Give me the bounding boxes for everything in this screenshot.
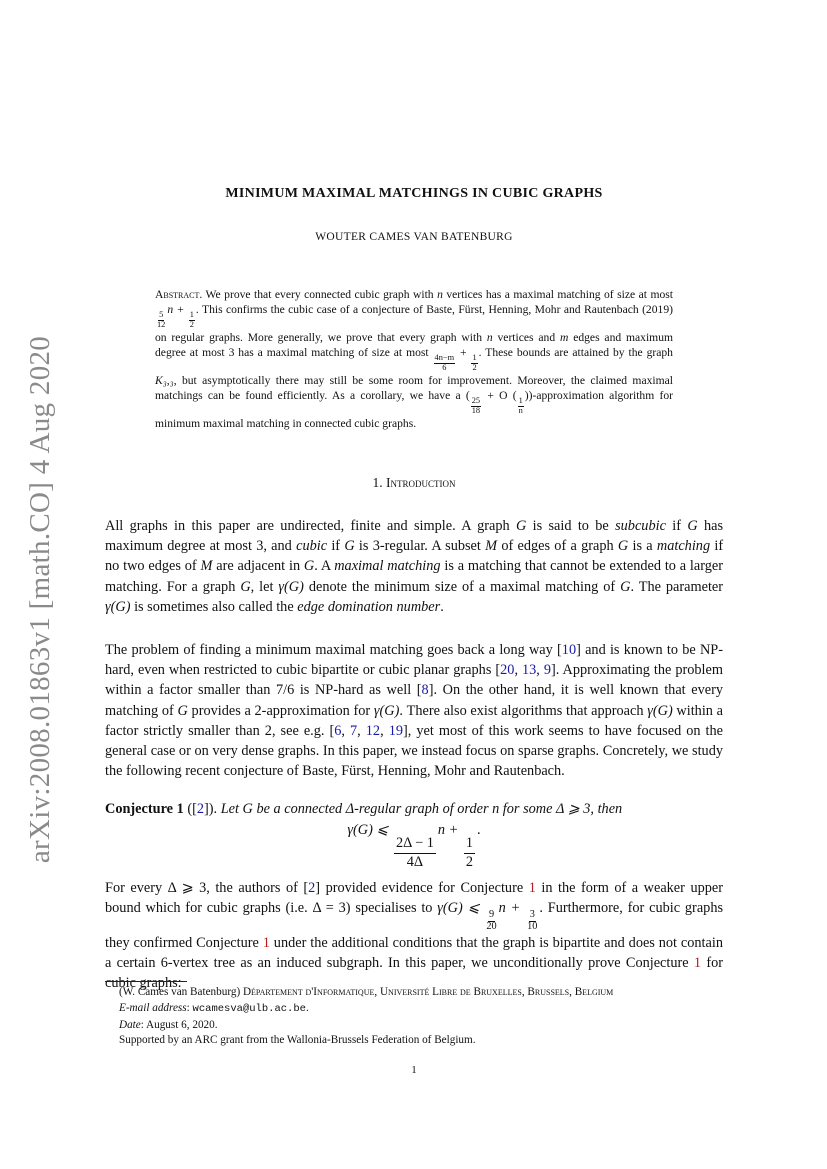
citation-link[interactable]: 6 [334, 722, 342, 739]
fraction: $\frac{3}{10}$ [527, 909, 538, 933]
page-number: 1 [411, 1064, 417, 1076]
citation-link[interactable]: 12 [365, 722, 381, 739]
fraction: $\frac{1}{n}$ [518, 396, 523, 415]
footnotes [105, 985, 723, 1049]
abstract: Abstract. We prove that every connected cubic graph with n vertices has a maximal matching of size at most $\frac{5}{12}$ n + $\frac{1}{2}$ . This confirms the cubic case of a conjecture of Baste, Fürst, Henning, Mohr and Rautenbach (2019) on regular graphs. More generally, we prove that every graph with n vertices and m edges and maximum degree at most 3 has a maximal matching of size at most $\frac{4n-m}{6}$ + $\frac{1}{2}$ . These bounds are attained by the graph K₃,₃, but asymptotically there may still be some room for improvement. Moreover, the claimed maximal matchings can be found efficiently. As a corollary, we have a ( $\frac{25}{18}$ + O ( $\frac{1}{n}$ ))-approximation algorithm for minimum maximal matching in connected cubic graphs. [155, 288, 674, 430]
fraction: $\frac{5}{12}$ [157, 310, 166, 330]
abstract-label: Abstract. [155, 288, 203, 301]
citation-link[interactable]: 2 [308, 880, 316, 896]
fraction: $\frac{1}{2}$ [465, 834, 474, 870]
fraction: $\frac{9}{20}$ [486, 909, 497, 933]
conjecture-statement: Conjecture 1 ([2]). Let G be a connected Δ-regular graph of order n for some Δ ⩾ 3, then [105, 801, 623, 817]
arxiv-stamp-text: arXiv:2008.01863v1 [math.CO] 4 Aug 2020 [24, 335, 57, 863]
fraction: $\frac{1}{2}$ [472, 353, 477, 373]
footnote-email: E-mail address: wcamesva@ulb.ac.be. [119, 1001, 309, 1015]
conjecture-link[interactable]: 1 [693, 955, 702, 972]
arxiv-identifier-stamp [18, 335, 64, 863]
citation-link[interactable]: 20 [500, 662, 515, 679]
citation-link[interactable]: 7 [350, 722, 358, 739]
fraction: $\frac{1}{2}$ [189, 310, 194, 330]
footnote-affiliation: (W. Cames van Batenburg) Département d'Informatique, Université Libre de Bruxelles, Brussels, Belgium [119, 986, 614, 998]
conjecture-link[interactable]: 1 [528, 880, 536, 896]
citation-link[interactable]: 13 [522, 662, 537, 679]
section-heading-introduction: 1. Introduction [372, 475, 456, 490]
fraction: $\frac{4n-m}{6}$ [434, 353, 455, 373]
citation-link[interactable]: 8 [421, 682, 429, 699]
email-link[interactable]: wcamesva@ulb.ac.be [192, 1002, 306, 1015]
paper-title: MINIMUM MAXIMAL MATCHINGS IN CUBIC GRAPHS [225, 186, 603, 201]
footnote-date: Date: August 6, 2020. [119, 1018, 218, 1031]
citation-link[interactable]: 10 [561, 642, 577, 658]
citation-link[interactable]: 2 [196, 801, 205, 817]
citation-link[interactable]: 19 [388, 722, 403, 739]
paragraph-definitions: All graphs in this paper are undirected, finite and simple. A graph G is said to be subcubic if G has maximum degree at most 3, and cubic if G is 3-regular. A subset M of edges of a graph G is a matching if no two edges of M are adjacent in G. A maximal matching is a matching that cannot be extended to a larger matching. For a graph G, let γ(G) denote the minimum size of a maximal matching of G. The parameter γ(G) is sometimes also called the edge domination number. [105, 518, 724, 615]
paragraph-prior-work: For every Δ ⩾ 3, the authors of [2] provided evidence for Conjecture 1 in the form of a weaker upper bound which for cubic graphs (i.e. Δ = 3) specialises to γ(G) ⩽ $\frac{9}{20}$ n + $\frac{3}{10}$ . Furthermore, for cubic graphs they confirmed Conjecture 1 under the additional conditions that the graph is bipartite and does not contain a certain 6-vertex tree as an induced subgraph. In this paper, we unconditionally prove Conjecture 1 for cubic graphs: [105, 880, 724, 992]
footnote-divider [105, 981, 187, 982]
paper-author: WOUTER CAMES VAN BATENBURG [315, 231, 513, 243]
citation-link[interactable]: 9 [543, 662, 552, 679]
fraction: $\frac{2\Delta - 1}{4\Delta}$ [396, 834, 434, 870]
paragraph-background: The problem of finding a minimum maximal matching goes back a long way [10] and is known to be NP-hard, even when restricted to cubic bipartite or cubic planar graphs [20, 13, 9]. Approximating the problem within a factor smaller than 7/6 is NP-hard as well [8]. On the other hand, it is well known that every matching of G provides a 2-approximation for γ(G). There also exist algorithms that approach γ(G) within a factor strictly smaller than 2, see e.g. [6, 7, 12, 19], yet most of this work seems to have focused on the general case or on very dense graphs. In this paper, we instead focus on sparse graphs. Concretely, we study the following recent conjecture of Baste, Fürst, Henning, Mohr and Rautenbach. [105, 642, 724, 780]
fraction: $\frac{25}{18}$ [471, 396, 481, 415]
conjecture-label: Conjecture 1 [105, 801, 184, 817]
conjecture-formula: γ(G) ⩽ $\frac{2\Delta - 1}{4\Delta}$ n + $\frac{1}{2}$ . [347, 822, 481, 870]
conjecture-link[interactable]: 1 [262, 934, 270, 951]
footnote-support: Supported by an ARC grant from the Wallonia-Brussels Federation of Belgium. [119, 1034, 476, 1047]
